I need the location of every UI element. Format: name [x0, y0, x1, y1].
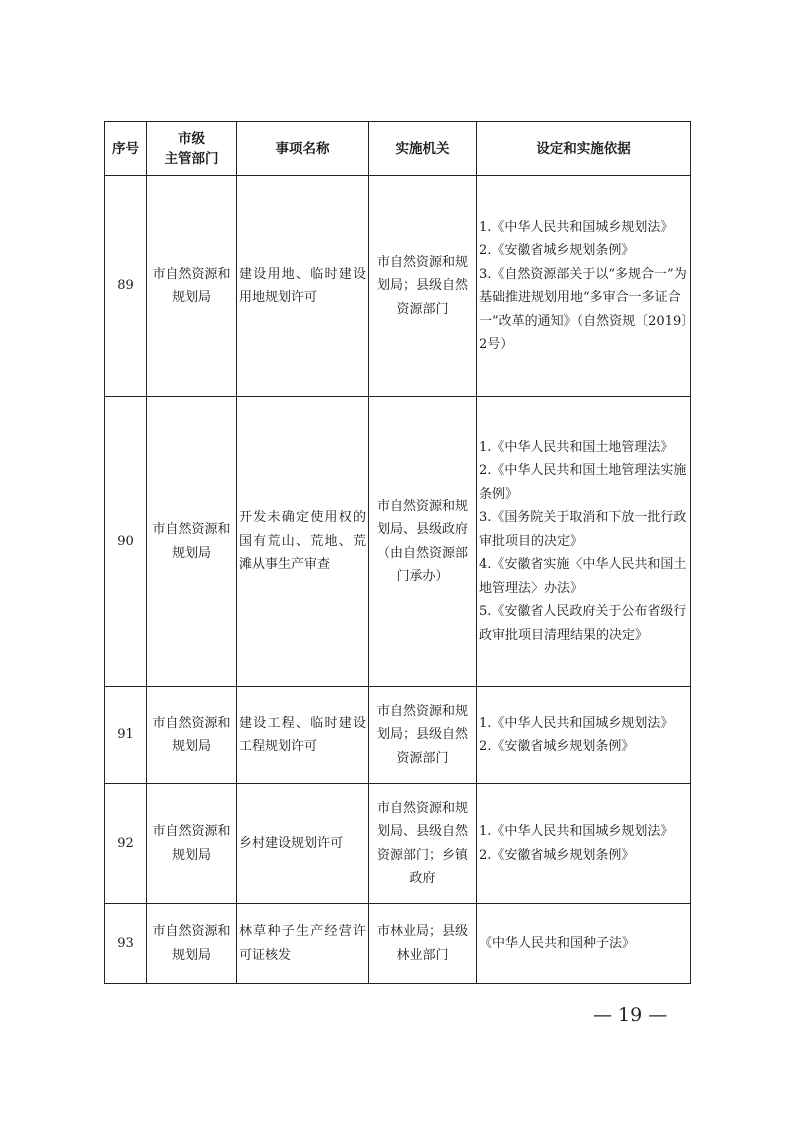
header-department-line-2: 主管部门	[164, 150, 219, 167]
row-department: 市自然资源和规划局	[147, 176, 237, 397]
row-item-name: 建设用地、临时建设用地规划许可	[237, 176, 369, 397]
row-number: 90	[105, 397, 147, 687]
table-row	[105, 176, 691, 397]
row-department: 市自然资源和规划局	[147, 687, 237, 784]
basis-line: 2.《安徽省城乡规划条例》	[479, 847, 635, 863]
row-item-name: 建设工程、临时建设工程规划许可	[237, 687, 369, 784]
basis-line: 2.《中华人民共和国土地管理法实施条例》	[479, 463, 687, 502]
licensing-items-table	[104, 121, 691, 984]
basis-line: 1.《中华人民共和国城乡规划法》	[479, 219, 674, 235]
basis-line: 3.《自然资源部关于以“多规合一”为基础推进规划用地“多审合一多证合一”改革的通知》（自然资规〔2019〕2号）	[479, 266, 688, 352]
basis-line: 1.《中华人民共和国土地管理法》	[479, 439, 674, 455]
basis-line: 2.《安徽省城乡规划条例》	[479, 739, 635, 754]
header-department	[147, 122, 237, 176]
table-row	[105, 784, 691, 904]
row-implementing-org: 市自然资源和规划局；县级自然资源部门	[369, 687, 477, 784]
table-row	[105, 904, 691, 984]
row-implementing-org: 市林业局；县级林业部门	[369, 904, 477, 984]
row-implementing-org: 市自然资源和规划局、县级自然资源部门；乡镇政府	[369, 784, 477, 904]
row-department: 市自然资源和规划局	[147, 904, 237, 984]
row-item-name: 乡村建设规划许可	[237, 784, 369, 904]
header-basis: 设定和实施依据	[477, 122, 691, 176]
basis-line: 2.《安徽省城乡规划条例》	[479, 243, 635, 258]
row-item-name: 开发未确定使用权的国有荒山、荒地、荒滩从事生产审查	[237, 397, 369, 687]
header-number: 序号	[105, 122, 147, 176]
row-basis	[477, 784, 691, 904]
row-basis	[477, 397, 691, 687]
row-item-name: 林草种子生产经营许可证核发	[237, 904, 369, 984]
row-basis	[477, 176, 691, 397]
basis-line: 5.《安徽省人民政府关于公布省级行政审批项目清理结果的决定》	[479, 604, 687, 643]
basis-line: 4.《安徽省实施〈中华人民共和国土地管理法〉办法》	[479, 557, 687, 596]
row-number: 89	[105, 176, 147, 397]
table-row	[105, 687, 691, 784]
basis-line: 1.《中华人民共和国城乡规划法》	[479, 715, 674, 731]
row-implementing-org: 市自然资源和规划局；县级自然资源部门	[369, 176, 477, 397]
page-number: — 19 —	[593, 1004, 668, 1026]
row-department: 市自然资源和规划局	[147, 397, 237, 687]
row-number: 93	[105, 904, 147, 984]
row-basis	[477, 904, 691, 984]
table-header-row	[105, 122, 691, 176]
header-item-name: 事项名称	[237, 122, 369, 176]
basis-line: 《中华人民共和国种子法》	[479, 935, 636, 951]
row-department: 市自然资源和规划局	[147, 784, 237, 904]
basis-line: 1.《中华人民共和国城乡规划法》	[479, 824, 674, 839]
table-row	[105, 397, 691, 687]
header-department-line-1: 市级	[178, 130, 205, 147]
row-number: 92	[105, 784, 147, 904]
header-implementing-org: 实施机关	[369, 122, 477, 176]
row-implementing-org: 市自然资源和规划局、县级政府（由自然资源部门承办）	[369, 397, 477, 687]
basis-line: 3.《国务院关于取消和下放一批行政审批项目的决定》	[479, 510, 687, 549]
row-basis	[477, 687, 691, 784]
row-number: 91	[105, 687, 147, 784]
